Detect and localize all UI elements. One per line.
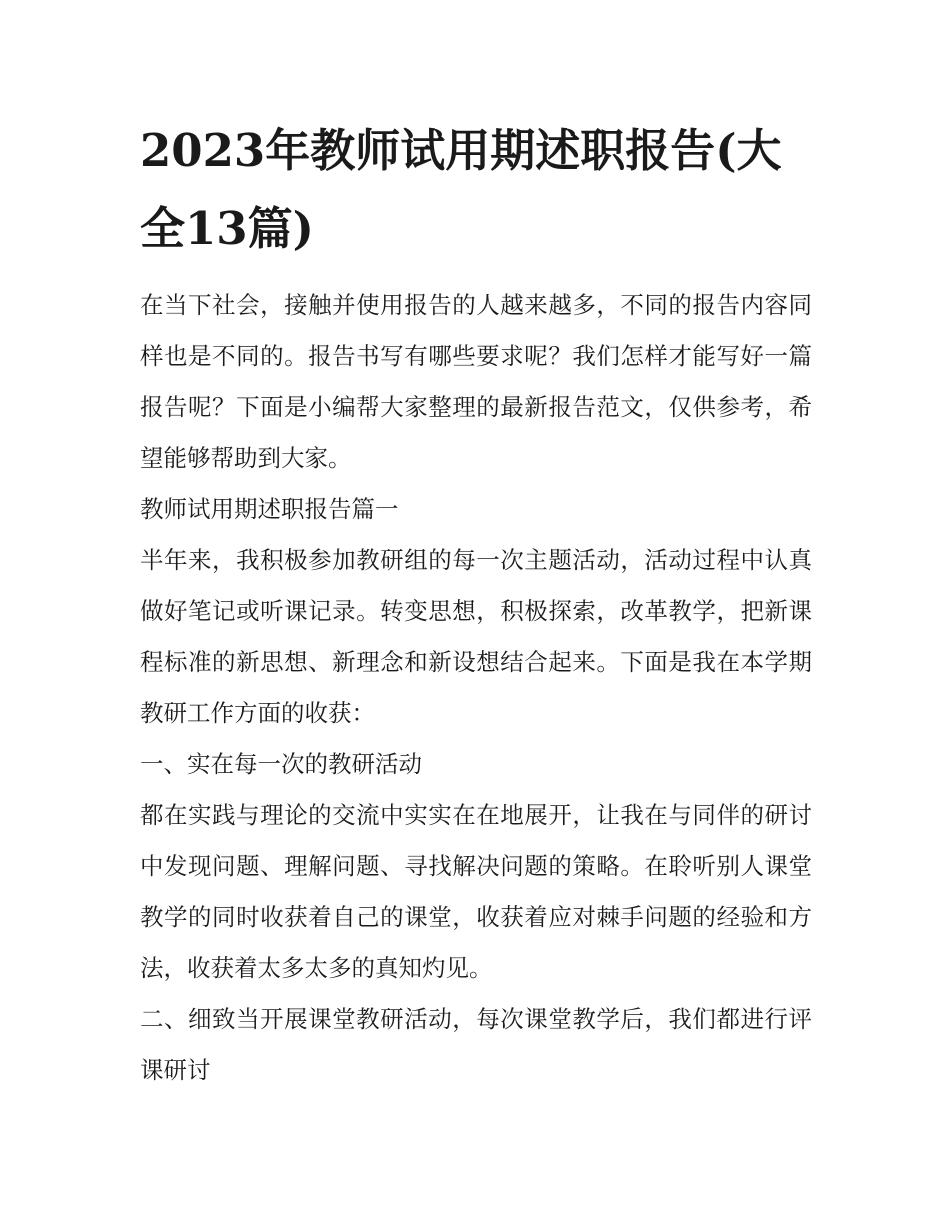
document-page (140, 112, 812, 1096)
intro-paragraph: 在当下社会，接触并使用报告的人越来越多，不同的报告内容同样也是不同的。报告书写有哪些要求呢？我们怎样才能写好一篇报告呢？下面是小编帮大家整理的最新报告范文，仅供参考，希望能够帮助到大家。 (140, 291, 812, 472)
body-paragraph: 都在实践与理论的交流中实实在在地展开，让我在与同伴的研讨中发现问题、理解问题、寻找解决问题的策略。在聆听别人课堂教学的同时收获着自己的课堂，收获着应对棘手问题的经验和方法，收获着太多太多的真知灼见。 (140, 801, 812, 982)
subheading-two: 二、细致当开展课堂教研活动，每次课堂教学后，我们都进行评课研讨 (140, 1005, 812, 1084)
section-heading-part-one: 教师试用期述职报告篇一 (140, 495, 399, 523)
document-title: 2023年教师试用期述职报告(大全13篇) (140, 124, 782, 255)
subheading-one: 一、实在每一次的教研活动 (140, 750, 422, 778)
body-paragraph: 半年来，我积极参加教研组的每一次主题活动，活动过程中认真做好笔记或听课记录。转变思想，积极探索，改革教学，把新课程标准的新思想、新理念和新设想结合起来。下面是我在本学期教研工作方面的收获： (140, 546, 812, 727)
